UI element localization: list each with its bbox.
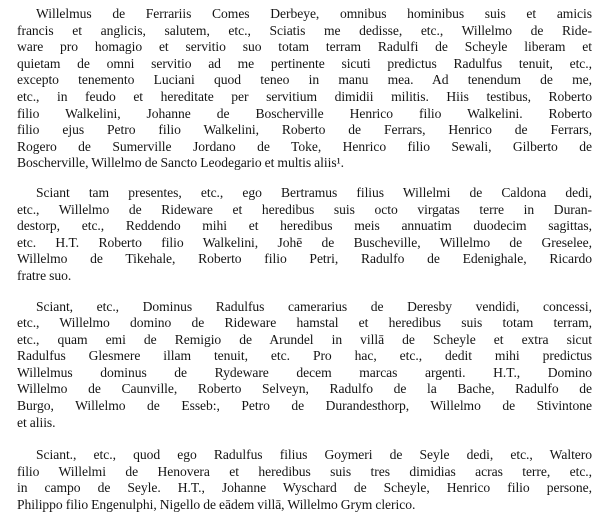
charter-paragraph-2 — [17, 185, 592, 285]
text-line: Rogero de Sumerville Jordano de Toke, Henrico filio Sewali, Gilberto de — [17, 138, 592, 154]
text-line: filio Walkelini, Johanne de Boscherville Henrico filio Walkelini. Roberto — [17, 105, 592, 121]
text-line: excepto tenemento Luciani quod teneo in manu mea. Ad tenendum de me, — [17, 72, 592, 88]
text-line: etc. H.T. Roberto filio Walkelini, Johē de Buscheville, Willelmo de Greselee, — [17, 234, 592, 250]
text-line: etc., in feudo et hereditate per servitium dimidii militis. Hiis testibus, Roberto — [17, 88, 592, 104]
text-line: filio Willelmi de Henovera et heredibus suis tres dimidias acras terre, etc., — [17, 463, 592, 479]
text-line: francis et anglicis, salutem, etc., Sciatis me dedisse, etc., Willelmo de Ride- — [17, 22, 592, 38]
text-line: etc., Willelmo domino de Rideware hamstal et heredibus suis totam terram, — [17, 315, 592, 331]
text-line: Willelmo de Tikehale, Roberto filio Petri, Radulfo de Edenighale, Ricardo — [17, 251, 592, 267]
charter-paragraph-4 — [17, 447, 592, 513]
text-line: destorp, etc., Reddendo mihi et heredibus meis annuatim duodecim sagittas, — [17, 218, 592, 234]
text-line: Philippo filio Engenulphi, Nigello de eādem villā, Willelmo Grym clerico. — [17, 497, 416, 513]
text-line: Willelmo de Caunville, Roberto Selveyn, Radulfo de la Bache, Radulfo de — [17, 381, 592, 397]
text-line: Radulfus Glesmere illam tenuit, etc. Pro hac, etc., dedit mihi predictus — [17, 348, 592, 364]
text-line: et aliis. — [17, 414, 56, 430]
text-line: Sciant, etc., Dominus Radulfus camerarius de Deresby vendidi, concessi, — [36, 298, 592, 314]
text-line: Boscherville, Willelmo de Sancto Leodegario et multis aliis¹. — [17, 155, 344, 171]
text-line: Burgo, Willelmo de Esseb:, Petro de Durandesthorp, Willelmo de Stivintone — [17, 398, 592, 414]
text-line: etc., quam emi de Remigio de Arundel in villā de Scheyle et extra sicut — [17, 331, 592, 347]
charter-paragraph-3 — [17, 299, 592, 432]
text-line: Willelmus dominus de Rydeware decem marcas argenti. H.T., Domino — [17, 364, 592, 380]
text-line: ware pro homagio et servitio suo totam terram Radulfi de Scheyle liberam et — [17, 39, 592, 55]
text-line: filio ejus Petro filio Walkelini, Roberto de Ferrars, Henrico de Ferrars, — [17, 122, 592, 138]
text-line: Willelmus de Ferrariis Comes Derbeye, omnibus hominibus suis et amicis — [36, 6, 592, 21]
text-line: quietam de omni servitio ad me pertinente sicuti predictus Radulfus tenuit, etc., — [17, 55, 592, 71]
charter-paragraph-1 — [17, 6, 592, 172]
text-line: etc., Willelmo de Rideware et heredibus suis octo virgatas terre in Duran- — [17, 201, 592, 217]
text-line: fratre suo. — [17, 267, 72, 283]
text-line: in campo de Seyle. H.T., Johanne Wyschard de Scheyle, Henrico filio persone, — [17, 480, 592, 496]
text-line: Sciant tam presentes, etc., ego Bertramus filius Willelmi de Caldona dedi, — [36, 184, 592, 200]
text-line: Sciant., etc., quod ego Radulfus filius Goymeri de Seyle dedi, etc., Waltero — [36, 447, 592, 463]
